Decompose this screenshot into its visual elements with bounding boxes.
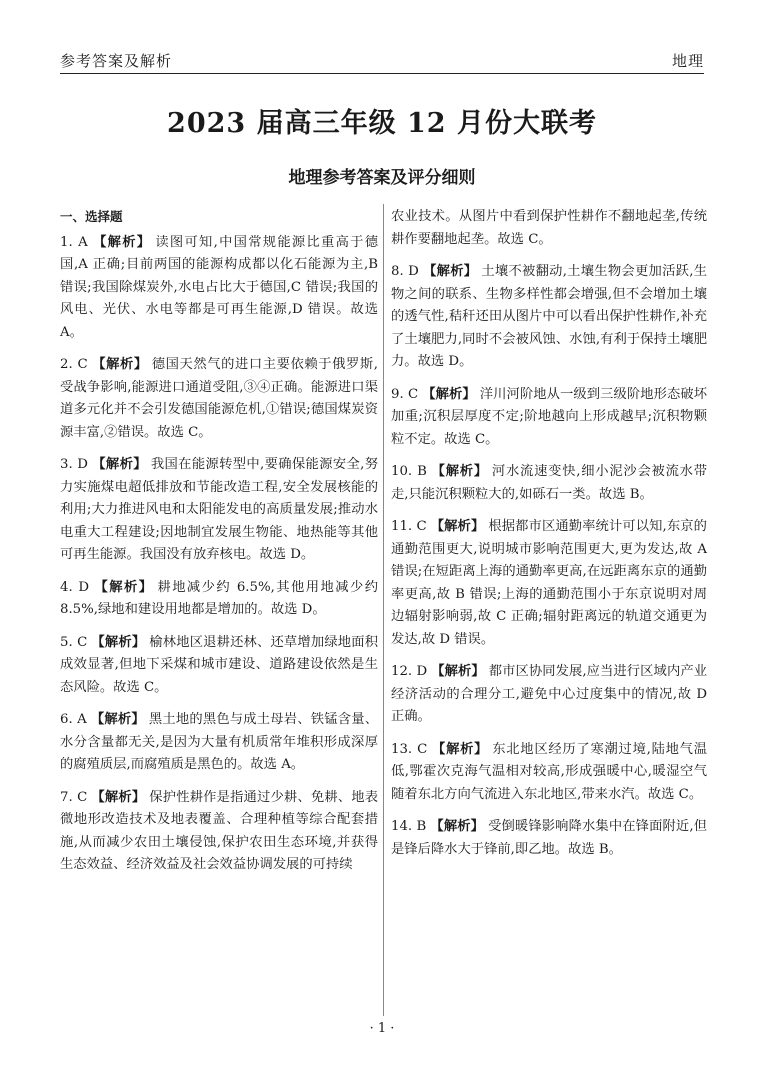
header-subject-label: 地理	[671, 52, 704, 70]
right-column	[391, 206, 707, 871]
answer-text: 榆林地区退耕还林、还草增加绿地面积成效显著,但地下采煤和城市建设、道路建设依然是生态风险。故选 C。	[60, 634, 379, 695]
answer-text: 农业技术。从图片中看到保护性耕作不翻地起垄,传统耕作要翻地起垄。故选 C。	[391, 209, 707, 247]
answer-item	[391, 739, 707, 807]
answer-text: 我国在能源转型中,要确保能源安全,努力实施煤电超低排放和节能改造工程,安全发展核能的利用;大力推进风电和太阳能发电的高质量发展;推动水电重大工程建设;因地制宜发展生物能、地热能等其他可再生能源。我国没有放弃核电。故选 D。	[60, 457, 379, 562]
answer-text: 河水流速变快,细小泥沙会被流水带走,只能沉积颗粒大的,如砾石一类。故选 B。	[391, 464, 707, 502]
answer-item	[60, 787, 378, 877]
answer-item	[60, 577, 378, 622]
answer-item	[60, 709, 378, 777]
answer-text: 土壤不被翻动,土壤生物会更加活跃,生物之间的联系、生物多样性都会增强,但不会增加土壤的透气性,秸秆还田从图片中可以看出保护性耕作,补充了土壤肥力,同时不会被风蚀、水蚀,有利于保持土壤肥力。故选 D。	[391, 264, 708, 369]
answer-item	[391, 816, 707, 861]
answer-item	[60, 632, 378, 700]
answer-number: 4. D	[60, 579, 90, 595]
answer-key-subtitle: 地理参考答案及评分细则	[288, 168, 476, 188]
answer-number: 5. C	[60, 634, 88, 650]
answer-number: 13. C	[391, 741, 428, 757]
header-rule	[60, 73, 704, 74]
page-number: · 1 ·	[369, 1021, 395, 1036]
analysis-tag: 【解析】	[430, 464, 488, 479]
answer-text: 洋川河阶地从一级到三级阶地形态破坏加重;沉积层厚度不定;阶地越向上形成越早;沉积物颗粒不定。故选 C。	[391, 386, 708, 447]
answer-number: 14. B	[391, 819, 427, 834]
analysis-tag: 【解析】	[431, 664, 485, 679]
analysis-tag: 【解析】	[431, 741, 489, 757]
answer-number: 3. D	[60, 457, 88, 472]
exam-title: 2023 届高三年级 12 月份大联考	[167, 108, 597, 139]
analysis-tag: 【解析】	[422, 264, 478, 279]
answer-number: 12. D	[391, 664, 428, 679]
answer-item	[391, 661, 707, 729]
answer-item	[391, 516, 707, 651]
answer-number: 8. D	[391, 264, 419, 279]
answer-text: 受倒暖锋影响降水集中在锋面附近,但是锋后降水大于锋前,即乙地。故选 B。	[391, 819, 707, 857]
column-divider	[383, 204, 384, 1016]
analysis-tag: 【解析】	[93, 579, 154, 595]
answer-item	[60, 232, 378, 345]
section-heading: 一、选择题	[60, 209, 123, 224]
analysis-tag: 【解析】	[91, 789, 146, 805]
answer-number: 9. C	[391, 386, 419, 402]
left-column	[60, 206, 378, 877]
page-header	[60, 40, 704, 74]
answer-text: 黑土地的黑色与成土母岩、铁锰含量、水分含量都无关,是因为大量有机质常年堆积形成深厚的腐殖质层,而腐殖质是黑色的。故选 A。	[60, 712, 379, 772]
answer-text: 耕地减少约 6.5%,其他用地减少约 8.5%,绿地和建设用地都是增加的。故选 D。	[60, 579, 379, 617]
answer-item	[60, 354, 378, 444]
analysis-tag: 【解析】	[91, 457, 147, 472]
answer-number: 7. C	[60, 789, 88, 805]
analysis-tag: 【解析】	[430, 819, 485, 834]
header-left-label: 参考答案及解析	[60, 52, 173, 70]
answer-number: 10. B	[391, 464, 427, 479]
analysis-tag: 【解析】	[422, 386, 476, 402]
answer-item	[60, 454, 378, 567]
answer-item-continuation	[391, 206, 707, 251]
analysis-tag: 【解析】	[91, 634, 146, 650]
answer-text: 读图可知,中国常规能源比重高于德国,A 正确;目前两国的能源构成都以化石能源为主,B 错误;我国除煤炭外,水电占比大于德国,C 错误;我国的风电、光伏、水电等都是可再生能源,D 错误。故选 A。	[60, 234, 379, 340]
answer-item	[391, 384, 707, 452]
answer-number: 2. C	[60, 357, 88, 372]
answer-number: 1. A	[60, 234, 88, 250]
answer-text: 根据都市区通勤率统计可以知,东京的通勤范围更大,说明城市影响范围更大,更为发达,故 A 错误;在短距离上海的通勤率更高,在远距离东京的通勤率更高,故 B 错误;上海的通勤范围小于东京说明对周边辐射影响弱,故 C 正确;辐射距离远的轨道交通更为发达,故 D 错误。	[391, 519, 707, 647]
answer-text: 都市区协同发展,应当进行区域内产业经济活动的合理分工,避免中心过度集中的情况,故 D 正确。	[391, 664, 707, 724]
answer-number: 11. C	[391, 519, 427, 534]
answer-text: 德国天然气的进口主要依赖于俄罗斯,受战争影响,能源进口通道受阻,③④正确。能源进口渠道多元化并不会引发德国能源危机,①错误;德国煤炭资源丰富,②错误。故选 C。	[60, 357, 379, 440]
analysis-tag: 【解析】	[91, 357, 148, 372]
answer-item	[391, 261, 707, 374]
analysis-tag: 【解析】	[430, 519, 485, 534]
analysis-tag: 【解析】	[91, 234, 152, 250]
answer-text: 东北地区经历了寒潮过境,陆地气温低,鄂霍次克海气温相对较高,形成强暖中心,暖湿空气随着东北方向气流进入东北地区,带来水汽。故选 C。	[391, 741, 707, 802]
answer-text: 保护性耕作是指通过少耕、免耕、地表微地形改造技术及地表覆盖、合理种植等综合配套措施,从而减少农田土壤侵蚀,保护农田生态环境,并获得生态效益、经济效益及社会效益协调发展的可持续	[60, 789, 379, 872]
answer-item	[391, 461, 707, 506]
analysis-tag: 【解析】	[90, 712, 145, 727]
answer-number: 6. A	[60, 712, 87, 727]
